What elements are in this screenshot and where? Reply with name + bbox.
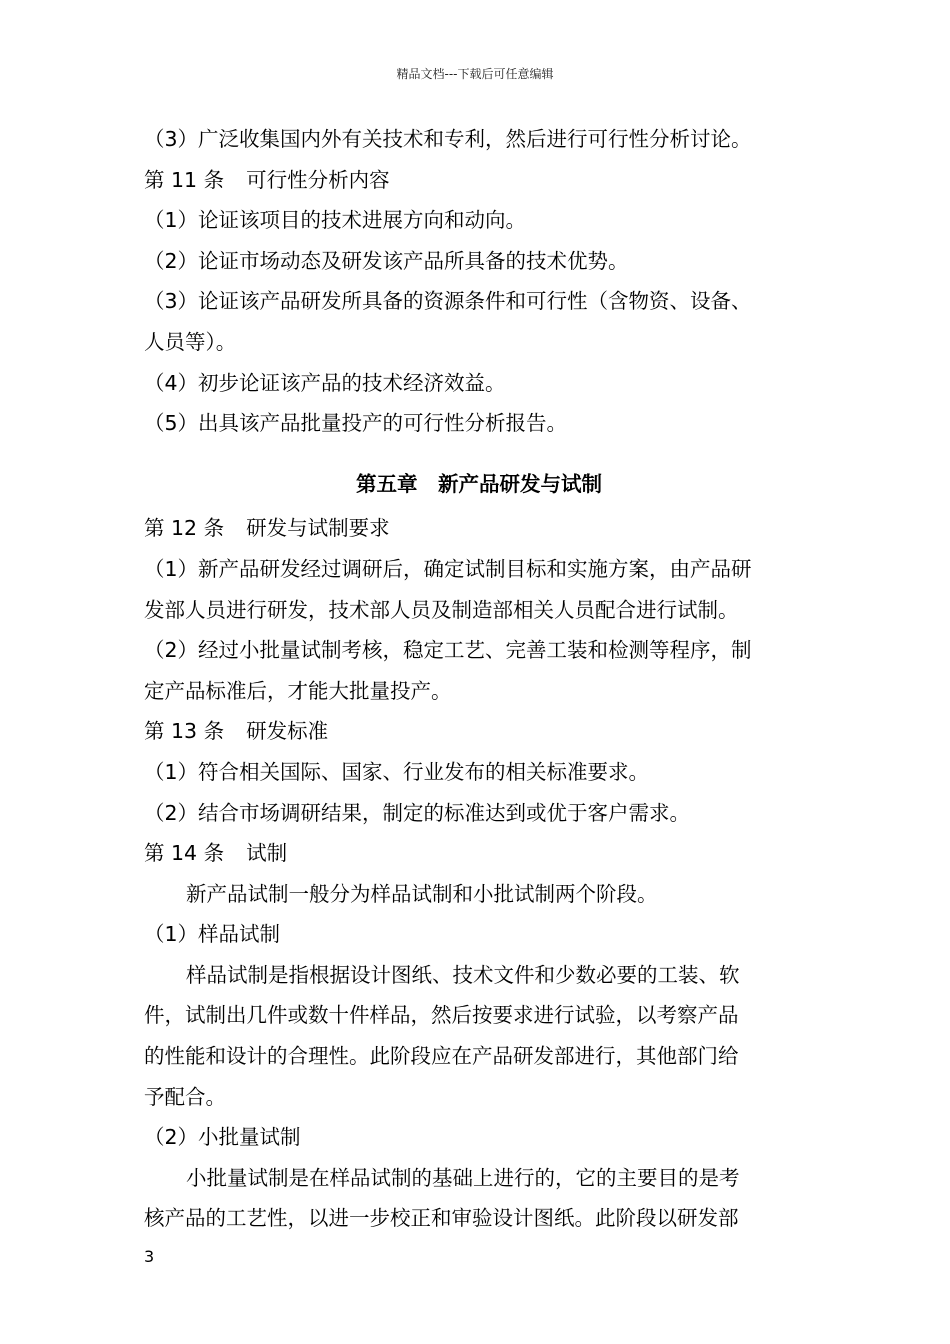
text-line: 核产品的工艺性，以进一步校正和审验设计图纸。此阶段以研发部 xyxy=(144,1206,739,1231)
article-title: 研发与试制要求 xyxy=(246,516,390,541)
text-line: （1）样品试制 xyxy=(144,922,281,947)
text-line: （1）符合相关国际、国家、行业发布的相关标准要求。 xyxy=(144,759,650,784)
document-body xyxy=(144,119,814,1239)
text-line: 的性能和设计的合理性。此阶段应在产品研发部进行，其他部门给 xyxy=(144,1044,739,1069)
text-line: （3）论证该产品研发所具备的资源条件和可行性（含物资、设备、 xyxy=(144,289,752,314)
text-line: （2）经过小批量试制考核，稳定工艺、完善工装和检测等程序，制 xyxy=(144,638,752,663)
text-line: （5）出具该产品批量投产的可行性分析报告。 xyxy=(144,411,568,436)
article-number: 第 14 条 xyxy=(144,841,225,866)
page-number: 3 xyxy=(144,1247,155,1266)
text-line: 小批量试制是在样品试制的基础上进行的，它的主要目的是考 xyxy=(186,1165,740,1190)
text-line: （1）论证该项目的技术进展方向和动向。 xyxy=(144,208,527,233)
text-line: （1）新产品研发经过调研后，确定试制目标和实施方案，由产品研 xyxy=(144,556,752,581)
text-line: 发部人员进行研发，技术部人员及制造部相关人员配合进行试制。 xyxy=(144,597,739,622)
text-line: 新产品试制一般分为样品试制和小批试制两个阶段。 xyxy=(186,881,658,906)
article-heading xyxy=(144,711,814,752)
text-line: （4）初步论证该产品的技术经济效益。 xyxy=(144,370,506,395)
text-line: （3）广泛收集国内外有关技术和专利，然后进行可行性分析讨论。 xyxy=(144,127,752,151)
article-title: 研发标准 xyxy=(246,719,329,744)
article-heading xyxy=(144,833,814,874)
text-line: （2）论证市场动态及研发该产品所具备的技术优势。 xyxy=(144,248,629,273)
article-number: 第 13 条 xyxy=(144,719,225,744)
text-line: 予配合。 xyxy=(144,1084,226,1109)
text-line: 件，试制出几件或数十件样品，然后按要求进行试验，以考察产品 xyxy=(144,1003,739,1028)
article-heading xyxy=(144,160,814,201)
article-heading xyxy=(144,508,814,549)
article-title: 可行性分析内容 xyxy=(246,167,390,192)
article-title: 试制 xyxy=(246,841,288,866)
text-line: 定产品标准后，才能大批量投产。 xyxy=(144,678,452,703)
text-line: （2）小批量试制 xyxy=(144,1125,301,1150)
text-line: 人员等）。 xyxy=(144,329,237,354)
article-number: 第 11 条 xyxy=(144,167,225,192)
article-number: 第 12 条 xyxy=(144,516,225,541)
text-line: （2）结合市场调研结果，制定的标准达到或优于客户需求。 xyxy=(144,800,691,825)
text-line: 样品试制是指根据设计图纸、技术文件和少数必要的工装、软 xyxy=(186,962,740,987)
chapter-heading: 第五章 新产品研发与试制 xyxy=(356,471,602,496)
page-header: 精品文档---下载后可任意编辑 xyxy=(396,67,554,81)
